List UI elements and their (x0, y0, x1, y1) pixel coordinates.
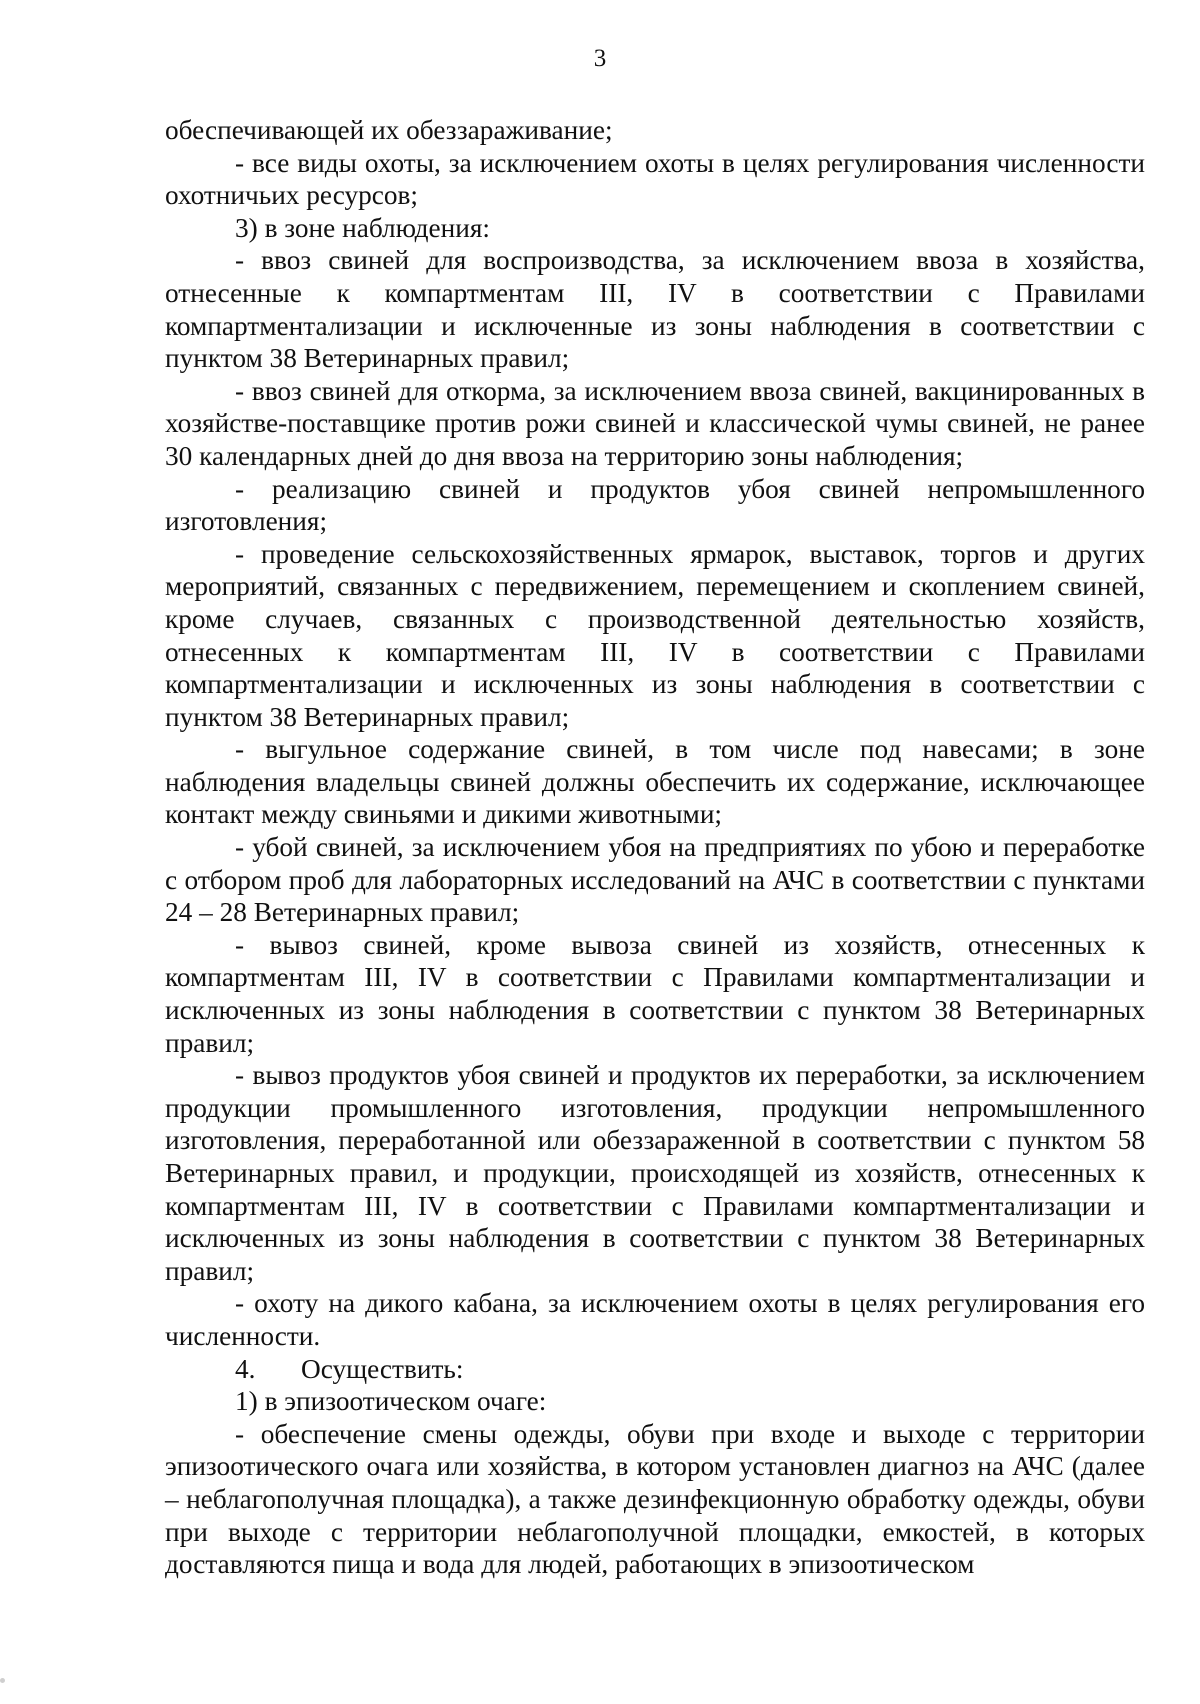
paragraph-continuation: обеспечивающей их обеззараживание; (165, 115, 613, 145)
item-4-number: 4. (235, 1353, 256, 1384)
paragraph-fairs-events: - проведение сельскохозяйственных ярмарок, выставок, торгов и других мероприятий, связанных с передвижением, перемещением и скоплением свиней, кроме случаев, связанных с производственной деятельностью хозяйств, отнесенных к компартментам III, IV в соответствии с Правилами компартментализации и исключенных из зоны наблюдения в соответствии с пунктом 38 Ветеринарных правил; (165, 538, 1145, 732)
paragraph-export-products: - вывоз продуктов убоя свиней и продуктов их переработки, за исключением продукции промышленного изготовления, продукции непромышленного изготовления, переработанной или обеззараженной в соответствии с пунктом 58 Ветеринарных правил, и продукции, происходящей из хозяйств, отнесенных к компартментам III, IV в соответствии с Правилами компартментализации и исключенных из зоны наблюдения в соответствии с пунктом 38 Ветеринарных правил; (165, 1060, 1145, 1286)
document-body (165, 114, 1145, 1581)
page-number: 3 (593, 45, 607, 72)
paragraph-free-range: - выгульное содержание свиней, в том числе под навесами; в зоне наблюдения владельцы свиней должны обеспечить их содержание, исключающее контакт между свиньями и дикими животными; (165, 734, 1145, 830)
item-4-text: Осуществить: (301, 1353, 464, 1384)
paragraph-boar-hunting: - охоту на дикого кабана, за исключением охоты в целях регулирования его численности. (165, 1288, 1145, 1351)
paragraph-observation-zone-heading: 3) в зоне наблюдения: (235, 212, 491, 243)
paragraph-sale-products: - реализацию свиней и продуктов убоя свиней непромышленного изготовления; (165, 473, 1145, 537)
paragraph-import-fattening: - ввоз свиней для откорма, за исключением ввоза свиней, вакцинированных в хозяйстве-поставщике против рожи свиней и классической чумы свиней, не ранее 30 календарных дней до дня ввоза на территорию зоны наблюдения; (165, 375, 1145, 471)
paragraph-clothing-change: - обеспечение смены одежды, обуви при входе и выходе с территории эпизоотического очага или хозяйства, в котором установлен диагноз на АЧС (далее – неблагополучная площадка), а также дезинфекционную обработку одежды, обуви при выходе с территории неблагополучной площадки, емкостей, в которых доставляются пища и вода для людей, работающих в эпизоотическом (165, 1418, 1145, 1580)
item-4-heading (165, 1353, 1145, 1386)
paragraph-export-pigs: - вывоз свиней, кроме вывоза свиней из хозяйств, отнесенных к компартментам III, IV в соответствии с Правилами компартментализации и исключенных из зоны наблюдения в соответствии с пунктом 38 Ветеринарных правил; (165, 929, 1145, 1058)
paragraph-import-breeding: - ввоз свиней для воспроизводства, за исключением ввоза в хозяйства, отнесенные к компартментам III, IV в соответствии с Правилами компартментализации и исключенные из зоны наблюдения в соответствии с пунктом 38 Ветеринарных правил; (165, 245, 1145, 374)
scan-dot-mark (0, 1678, 5, 1683)
paragraph-hunting-ban: - все виды охоты, за исключением охоты в целях регулирования численности охотничьих ресурсов; (165, 147, 1145, 211)
paragraph-slaughter: - убой свиней, за исключением убоя на предприятиях по убою и переработке с отбором проб для лабораторных исследований на АЧС в соответствии с пунктами 24 – 28 Ветеринарных правил; (165, 832, 1145, 928)
paragraph-outbreak-heading: 1) в эпизоотическом очаге: (235, 1386, 547, 1417)
